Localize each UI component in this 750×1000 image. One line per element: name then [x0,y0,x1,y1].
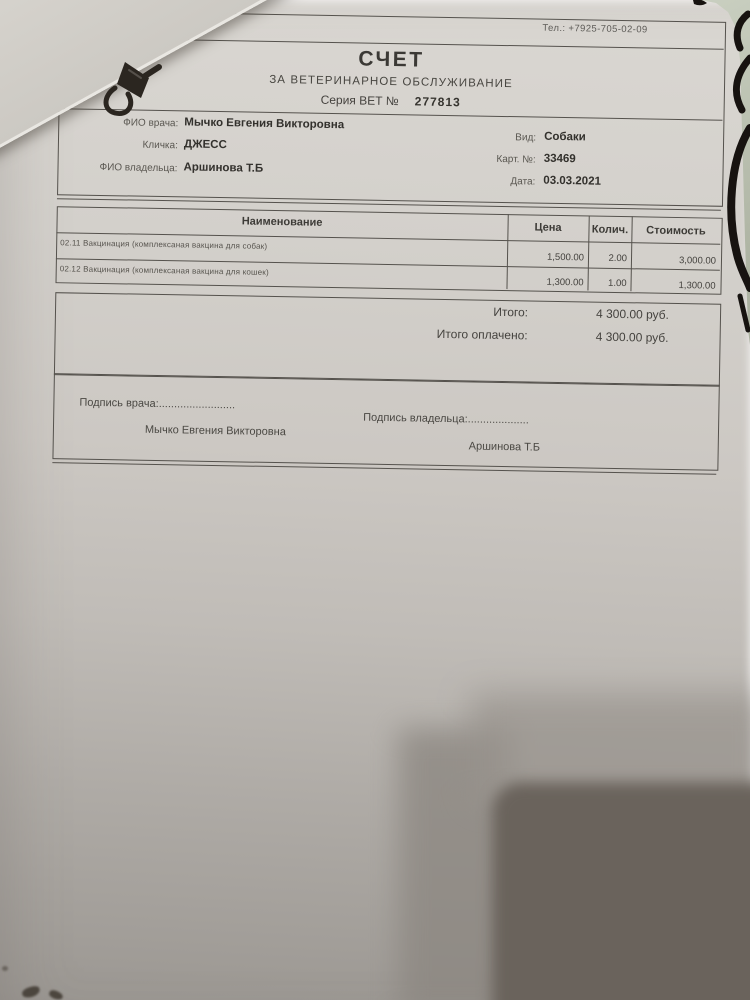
table-row-price: 1,500.00 [546,251,585,264]
corner-mark [2,966,8,971]
total-label: Итого: [493,304,529,320]
doctor-label: ФИО врача: [123,117,179,130]
species-label: Вид: [515,132,537,144]
phone-number: Тел.: +7925-705-02-09 [542,22,648,36]
doctor-name: Мычко Евгения Викторовна [184,116,345,132]
header-cost: Стоимость [646,224,706,238]
owner-signature-dots: .................... [467,413,529,427]
series-number: 277813 [414,94,461,110]
total-value: 4 300.00 руб. [595,306,670,322]
cable-icon [690,0,750,340]
header-qty: Колич. [591,223,629,237]
doctor-signature-name: Мычко Евгения Викторовна [144,423,286,439]
doctor-signature-label: Подпись врача: [79,396,159,411]
table-row-cost: 3,000.00 [678,255,717,267]
total-paid-label: Итого оплачено: [436,326,528,343]
table-row-qty: 2.00 [608,252,628,265]
table-row-name: 02.12 Вакцинация (комплексаная вакцина для кошек) [59,264,269,277]
header-name: Наименование [241,215,323,229]
total-paid-value: 4 300.00 руб. [595,329,669,345]
table-row-price: 1,300.00 [546,276,584,289]
doctor-signature-dots: ......................... [158,398,236,412]
owner-signature-name: Аршинова Т.Б [468,440,541,454]
series-label: Серия ВЕТ № [320,92,399,109]
owner-signature-label: Подпись владельца: [363,411,468,426]
table-row-cost: 1,300.00 [678,280,716,292]
dark-object-shadow [492,782,750,1000]
owner-name: Аршинова Т.Б [183,161,264,175]
pen-clip-icon [95,50,175,122]
table-row-qty: 1.00 [607,277,627,290]
pet-name: ДЖЕСС [183,138,227,152]
document-subtitle: ЗА ВЕТЕРИНАРНОЕ ОБСЛУЖИВАНИЕ [269,73,513,91]
date-value: 03.03.2021 [543,174,602,188]
owner-label: ФИО владельца: [99,161,178,175]
card-number-label: Карт. №: [496,153,536,166]
species-value: Собаки [544,130,586,144]
header-price: Цена [534,221,562,235]
pet-name-label: Кличка: [142,139,179,152]
date-label: Дата: [510,176,536,188]
document-title: СЧЕТ [358,47,425,72]
table-row-name: 02.11 Вакцинация (комплексаная вакцина для собак) [60,238,268,251]
card-number-value: 33469 [543,152,576,166]
